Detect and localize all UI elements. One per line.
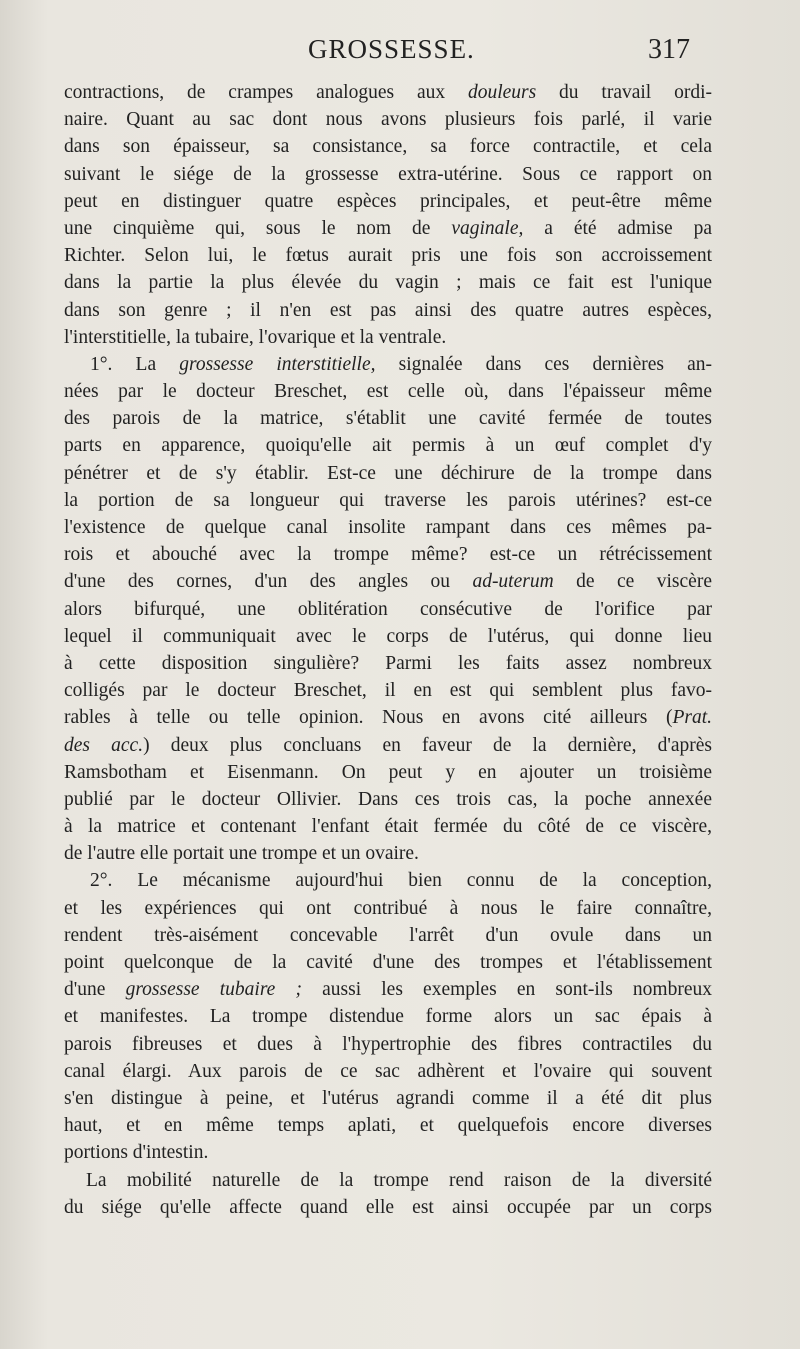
text-line: des acc.) deux plus concluans en faveur de la dernière, d'après xyxy=(64,734,712,756)
page-header xyxy=(0,34,800,74)
text-line: nées par le docteur Breschet, est celle où, dans l'épaisseur même xyxy=(64,381,712,403)
text-line: des parois de la matrice, s'établit une cavité fermée de toutes xyxy=(64,408,712,430)
text-line: pénétrer et de s'y établir. Est-ce une déchirure de la trompe dans xyxy=(64,462,712,484)
text-line: s'en distingue à peine, et l'utérus agrandi comme il a été dit plus xyxy=(64,1087,712,1109)
text-line: La mobilité naturelle de la trompe rend raison de la diversité xyxy=(86,1169,712,1191)
text-line: haut, et en même temps aplati, et quelquefois encore diverses xyxy=(64,1115,712,1137)
text-line: l'interstitielle, la tubaire, l'ovarique et la ventrale. xyxy=(64,326,447,348)
text-line: parois fibreuses et dues à l'hypertrophie des fibres contractiles du xyxy=(64,1033,712,1055)
text-line: d'une grossesse tubaire ; aussi les exemples en sont-ils nombreux xyxy=(64,979,712,1001)
text-line: de l'autre elle portait une trompe et un ovaire. xyxy=(64,843,419,865)
text-line: suivant le siége de la grossesse extra-utérine. Sous ce rapport on xyxy=(64,163,712,185)
text-line: rois et abouché avec la trompe même? est-ce un rétrécissement xyxy=(64,544,712,566)
text-line: l'existence de quelque canal insolite rampant dans ces mêmes pa- xyxy=(64,517,712,538)
text-line: et manifestes. La trompe distendue forme alors un sac épais à xyxy=(64,1006,712,1028)
text-line: contractions, de crampes analogues aux douleurs du travail ordi- xyxy=(64,82,712,103)
text-line: naire. Quant au sac dont nous avons plusieurs fois parlé, il varie xyxy=(64,109,712,131)
text-line: à la matrice et contenant l'enfant était fermée du côté de ce viscère, xyxy=(64,816,712,838)
text-line: point quelconque de la cavité d'une des trompes et l'établissement xyxy=(64,952,712,973)
running-title: GROSSESSE. xyxy=(308,34,475,64)
text-line: dans son épaisseur, sa consistance, sa force contractile, et cela xyxy=(64,136,712,158)
text-line: lequel il communiquait avec le corps de l'utérus, qui donne lieu xyxy=(64,625,712,647)
text-line: colligés par le docteur Breschet, il en est qui semblent plus favo- xyxy=(64,680,712,702)
text-line: canal élargi. Aux parois de ce sac adhèrent et l'ovaire qui souvent xyxy=(64,1060,712,1082)
text-line: une cinquième qui, sous le nom de vaginale, a été admise pa xyxy=(64,217,712,239)
text-line: du siége qu'elle affecte quand elle est ainsi occupée par un corps xyxy=(64,1196,712,1218)
text-line: peut en distinguer quatre espèces principales, et peut-être même xyxy=(64,190,712,212)
text-line: la portion de sa longueur qui traverse les parois utérines? est-ce xyxy=(64,489,712,511)
text-line: dans la partie la plus élevée du vagin ; mais ce fait est l'unique xyxy=(64,272,712,294)
text-line: parts en apparence, quoiqu'elle ait permis à un œuf complet d'y xyxy=(64,435,712,457)
text-line: à cette disposition singulière? Parmi les faits assez nombreux xyxy=(64,652,712,674)
body-text xyxy=(64,79,712,1221)
text-line: Ramsbotham et Eisenmann. On peut y en ajouter un troisième xyxy=(64,761,712,783)
text-line: d'une des cornes, d'un des angles ou ad-uterum de ce viscère xyxy=(64,571,712,593)
text-line: 2°. Le mécanisme aujourd'hui bien connu de la conception, xyxy=(90,870,712,892)
text-line: portions d'intestin. xyxy=(64,1142,209,1164)
text-line: 1°. La grossesse interstitielle, signalée dans ces dernières an- xyxy=(90,353,712,375)
text-line: dans son genre ; il n'en est pas ainsi des quatre autres espèces, xyxy=(64,299,712,321)
text-line: publié par le docteur Ollivier. Dans ces trois cas, la poche annexée xyxy=(64,788,712,810)
text-line: et les expériences qui ont contribué à nous le faire connaître, xyxy=(64,897,712,919)
text-line: Richter. Selon lui, le fœtus aurait pris une fois son accroissement xyxy=(64,245,712,267)
page-number: 317 xyxy=(648,34,690,65)
text-line: rendent très-aisément concevable l'arrêt d'un ovule dans un xyxy=(64,924,712,946)
text-line: alors bifurqué, une oblitération consécutive de l'orifice par xyxy=(64,598,712,620)
text-line: rables à telle ou telle opinion. Nous en avons cité ailleurs (Prat. xyxy=(64,707,712,729)
